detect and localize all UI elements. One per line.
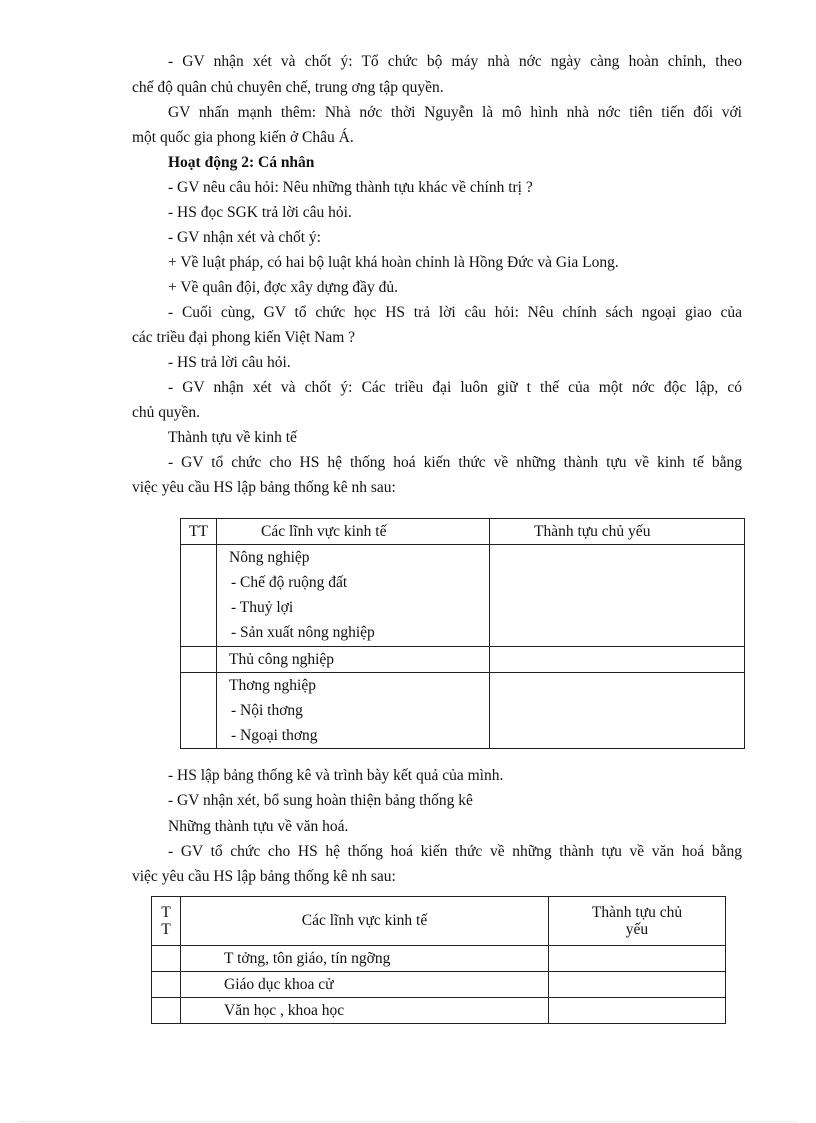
- table-header-achievement: Thành tựu chủ yếu: [490, 519, 745, 545]
- paragraph-text: chủ quyền.: [132, 404, 201, 421]
- page-bottom-rule: [20, 1121, 796, 1122]
- economy-table: [180, 518, 745, 749]
- paragraph-text: - GV nhận xét và chốt ý:: [168, 229, 321, 246]
- culture-table: [151, 896, 726, 1024]
- table-header-field: Các lĩnh vực kinh tế: [181, 897, 549, 946]
- paragraph-text: - Cuối cùng, GV tổ chức học HS trả lời câu hỏi: Nêu chính sách ngoại giao của: [168, 304, 742, 321]
- paragraph-text: Thành tựu về kinh tế: [168, 429, 297, 446]
- paragraph-text: một quốc gia phong kiến ở Châu Á.: [132, 129, 354, 146]
- paragraph-text: chế độ quân chủ chuyên chế, trung ơng tập quyền.: [132, 79, 444, 96]
- table-row: [181, 545, 745, 647]
- table-row: [152, 972, 726, 998]
- table-row: [152, 946, 726, 972]
- paragraph-text: - HS trả lời câu hỏi.: [168, 354, 291, 371]
- table-cell: Văn học , khoa học: [181, 998, 549, 1024]
- table-row: [181, 673, 745, 749]
- paragraph-text: - GV nhận xét và chốt ý: Các triều đại luôn giữ t thế của một nớc độc lập, có: [168, 379, 742, 396]
- paragraph-text: - GV tổ chức cho HS hệ thống hoá kiến thức về những thành tựu về kinh tế bằng: [168, 454, 742, 471]
- paragraph-text: - GV nêu câu hỏi: Nêu những thành tựu khác về chính trị ?: [168, 179, 533, 196]
- table-header-tt: TT: [181, 519, 217, 545]
- paragraph-text: việc yêu cầu HS lập bảng thống kê nh sau:: [132, 479, 396, 496]
- table-cell: Nông nghiệp - Chế độ ruộng đất - Thuỷ lợi - Sản xuất nông nghiệp: [217, 545, 490, 647]
- table-row: [181, 647, 745, 673]
- table-header-tt: TT: [152, 897, 181, 946]
- paragraph-text: - GV nhận xét, bổ sung hoàn thiện bảng thống kê: [168, 792, 473, 809]
- section-heading: Hoạt động 2: Cá nhân: [168, 154, 315, 171]
- table-header-achievement: Thành tựu chủ yếu: [549, 897, 726, 946]
- table-cell: Thơng nghiệp - Nội thơng - Ngoại thơng: [217, 673, 490, 749]
- table-header-field: Các lĩnh vực kinh tế: [217, 519, 490, 545]
- paragraph-text: các triều đại phong kiến Việt Nam ?: [132, 329, 356, 346]
- table-cell: T tởng, tôn giáo, tín ngỡng: [181, 946, 549, 972]
- paragraph-text: - GV nhận xét và chốt ý: Tổ chức bộ máy nhà nớc ngày càng hoàn chỉnh, theo: [168, 53, 742, 70]
- paragraph-text: - HS đọc SGK trả lời câu hỏi.: [168, 204, 352, 221]
- paragraph-text: + Về quân đội, đợc xây dựng đầy đủ.: [168, 279, 398, 296]
- paragraph-text: - HS lập bảng thống kê và trình bày kết quả của mình.: [168, 767, 504, 784]
- paragraph-text: - GV tổ chức cho HS hệ thống hoá kiến thức về những thành tựu về văn hoá bằng: [168, 843, 742, 860]
- paragraph-text: GV nhấn mạnh thêm: Nhà nớc thời Nguyễn là mô hình nhà nớc tiên tiến đối với: [168, 104, 742, 121]
- paragraph-text: Những thành tựu về văn hoá.: [168, 818, 349, 835]
- table-row: [152, 998, 726, 1024]
- table-cell: Giáo dục khoa cử: [181, 972, 549, 998]
- paragraph-text: việc yêu cầu HS lập bảng thống kê nh sau:: [132, 868, 396, 885]
- paragraph-text: + Về luật pháp, có hai bộ luật khá hoàn chỉnh là Hồng Đức và Gia Long.: [168, 254, 619, 271]
- table-cell: Thủ công nghiệp: [217, 647, 490, 673]
